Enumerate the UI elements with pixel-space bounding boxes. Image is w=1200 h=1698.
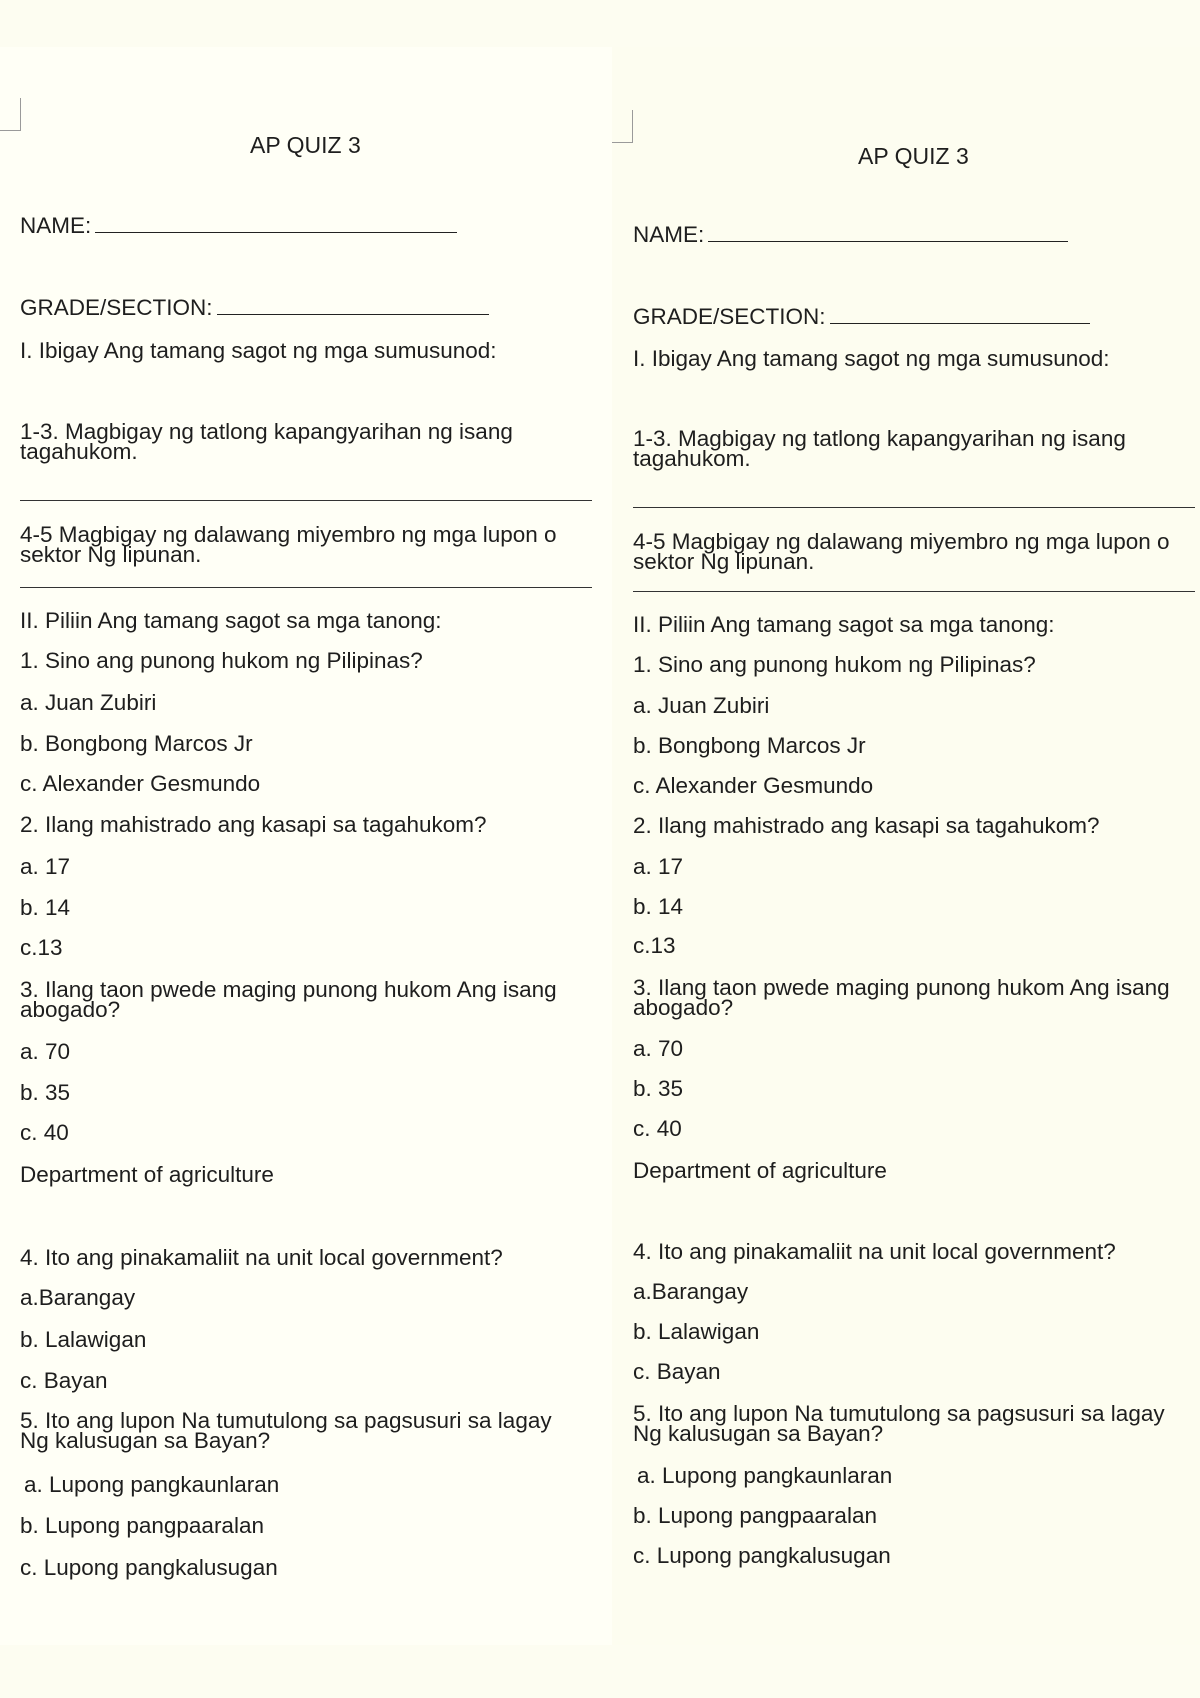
mc4-question: 4. Ito ang pinakamaliit na unit local government? <box>633 1239 1116 1264</box>
mc3-choice-a: a. 70 <box>20 1039 71 1064</box>
question-line: Ng kalusugan sa Bayan? <box>20 1428 271 1453</box>
question-4-5 <box>633 529 1170 574</box>
mc2-question: 2. Ilang mahistrado ang kasapi sa tagahukom? <box>633 813 1100 838</box>
name-label: NAME: <box>20 213 92 238</box>
question-line: 1-3. Magbigay ng tatlong kapangyarihan ng isang <box>633 426 1126 451</box>
name-row <box>20 215 457 237</box>
question-line: 3. Ilang taon pwede maging punong hukom Ang isang <box>633 975 1170 1000</box>
question-line: 5. Ito ang lupon Na tumutulong sa pagsusuri sa lagay <box>20 1408 552 1433</box>
mc2-choice-a: a. 17 <box>20 854 71 879</box>
mc3-choice-a: a. 70 <box>633 1036 684 1061</box>
mc5-choice-b: b. Lupong pangpaaralan <box>20 1513 264 1538</box>
grade-blank[interactable] <box>830 321 1090 324</box>
mc1-question: 1. Sino ang punong hukom ng Pilipinas? <box>20 648 423 673</box>
grade-row <box>633 306 1090 328</box>
quiz-title: AP QUIZ 3 <box>858 143 969 169</box>
question-line: 5. Ito ang lupon Na tumutulong sa pagsusuri sa lagay <box>633 1401 1165 1426</box>
mc1-question: 1. Sino ang punong hukom ng Pilipinas? <box>633 652 1036 677</box>
mc1-choice-b: b. Bongbong Marcos Jr <box>20 731 253 756</box>
corner-mark <box>612 110 633 143</box>
mc1-choice-c: c. Alexander Gesmundo <box>633 773 874 798</box>
mc3-choice-c: c. 40 <box>633 1116 682 1141</box>
mc1-choice-b: b. Bongbong Marcos Jr <box>633 733 866 758</box>
mc4-question: 4. Ito ang pinakamaliit na unit local government? <box>20 1245 503 1270</box>
grade-row <box>20 297 489 319</box>
corner-mark <box>0 98 21 131</box>
grade-label: GRADE/SECTION: <box>633 304 826 329</box>
mc5-choice-c: c. Lupong pangkalusugan <box>20 1555 278 1580</box>
mc3-question <box>633 975 1170 1020</box>
mc1-choice-a: a. Juan Zubiri <box>20 690 157 715</box>
question-1-3 <box>20 419 513 464</box>
grade-label: GRADE/SECTION: <box>20 295 213 320</box>
question-line: 4-5 Magbigay ng dalawang miyembro ng mga lupon o <box>20 522 557 547</box>
mc3-choice-b: b. 35 <box>633 1076 684 1101</box>
question-line: Ng kalusugan sa Bayan? <box>633 1421 884 1446</box>
mc2-choice-c: c.13 <box>20 935 63 960</box>
mc3-choice-c: c. 40 <box>20 1120 69 1145</box>
quiz-sheet-left <box>20 0 600 1698</box>
question-line: sektor Ng lipunan. <box>20 542 202 567</box>
mc5-choice-b: b. Lupong pangpaaralan <box>633 1503 877 1528</box>
question-line: 3. Ilang taon pwede maging punong hukom Ang isang <box>20 977 557 1002</box>
name-blank[interactable] <box>708 239 1068 242</box>
part2-heading: II. Piliin Ang tamang sagot sa mga tanong: <box>20 608 442 633</box>
mc3-choice-b: b. 35 <box>20 1080 71 1105</box>
name-label: NAME: <box>633 222 705 247</box>
mc5-question <box>633 1401 1165 1446</box>
question-1-3 <box>633 426 1126 471</box>
question-line: abogado? <box>633 995 734 1020</box>
quiz-title: AP QUIZ 3 <box>250 132 361 158</box>
mc5-question <box>20 1408 552 1453</box>
mc4-choice-a: a.Barangay <box>633 1279 749 1304</box>
part2-heading: II. Piliin Ang tamang sagot sa mga tanong: <box>633 612 1055 637</box>
mc2-choice-c: c.13 <box>633 933 676 958</box>
mc1-choice-c: c. Alexander Gesmundo <box>20 771 261 796</box>
department-text: Department of agriculture <box>20 1162 274 1187</box>
question-line: 1-3. Magbigay ng tatlong kapangyarihan ng isang <box>20 419 513 444</box>
mc2-question: 2. Ilang mahistrado ang kasapi sa tagahukom? <box>20 812 487 837</box>
answer-line[interactable] <box>633 507 1195 508</box>
quiz-sheet-right <box>633 0 1198 1698</box>
mc2-choice-a: a. 17 <box>633 854 684 879</box>
question-line: tagahukom. <box>633 446 751 471</box>
part1-heading: I. Ibigay Ang tamang sagot ng mga sumusunod: <box>633 346 1110 371</box>
question-line: abogado? <box>20 997 121 1022</box>
mc1-choice-a: a. Juan Zubiri <box>633 693 770 718</box>
mc5-choice-a: a. Lupong pangkaunlaran <box>24 1472 280 1497</box>
grade-blank[interactable] <box>217 312 489 315</box>
mc4-choice-b: b. Lalawigan <box>633 1319 760 1344</box>
mc4-choice-c: c. Bayan <box>633 1359 721 1384</box>
name-blank[interactable] <box>95 230 457 233</box>
question-line: 4-5 Magbigay ng dalawang miyembro ng mga lupon o <box>633 529 1170 554</box>
answer-line[interactable] <box>633 591 1195 592</box>
mc3-question <box>20 977 557 1022</box>
mc5-choice-c: c. Lupong pangkalusugan <box>633 1543 891 1568</box>
answer-line[interactable] <box>20 500 592 501</box>
mc4-choice-a: a.Barangay <box>20 1285 136 1310</box>
mc4-choice-c: c. Bayan <box>20 1368 108 1393</box>
mc2-choice-b: b. 14 <box>633 894 684 919</box>
name-row <box>633 224 1068 246</box>
question-4-5 <box>20 522 557 567</box>
mc2-choice-b: b. 14 <box>20 895 71 920</box>
answer-line[interactable] <box>20 587 592 588</box>
part1-heading: I. Ibigay Ang tamang sagot ng mga sumusunod: <box>20 338 497 363</box>
mc4-choice-b: b. Lalawigan <box>20 1327 147 1352</box>
department-text: Department of agriculture <box>633 1158 887 1183</box>
question-line: tagahukom. <box>20 439 138 464</box>
mc5-choice-a: a. Lupong pangkaunlaran <box>637 1463 893 1488</box>
question-line: sektor Ng lipunan. <box>633 549 815 574</box>
